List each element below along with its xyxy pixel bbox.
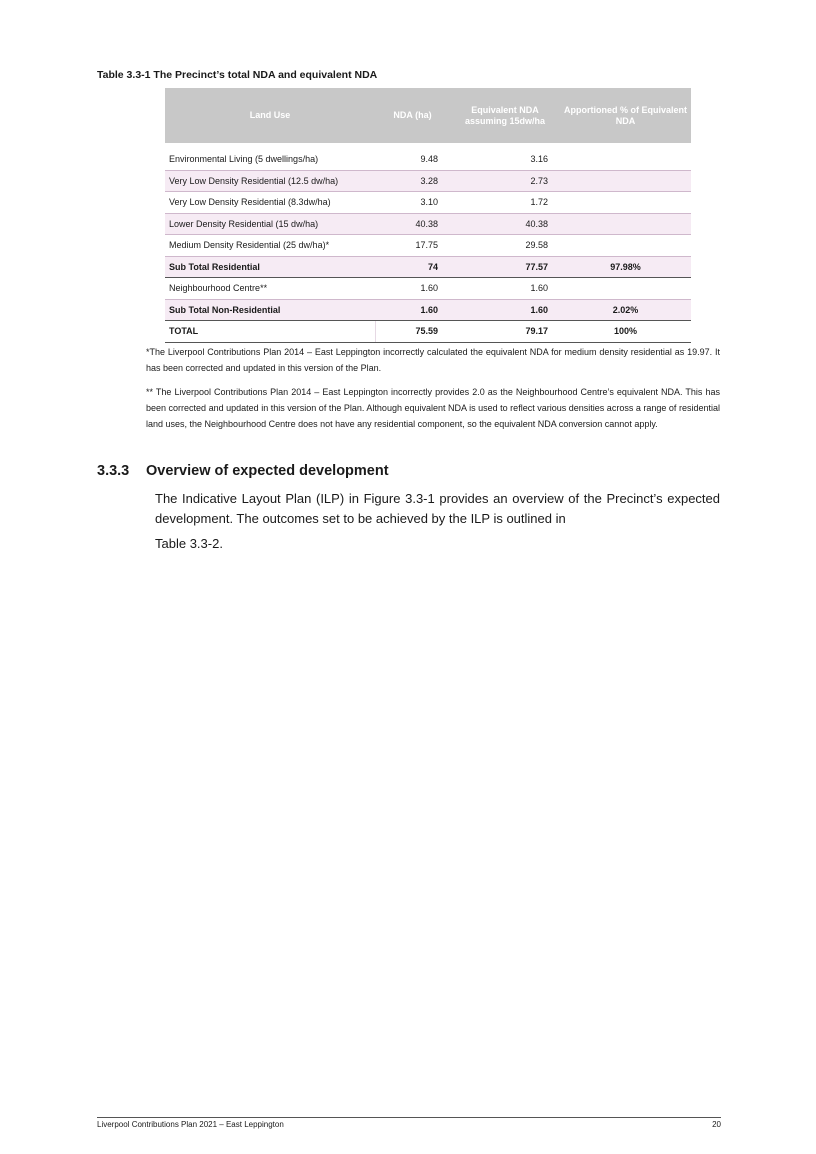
cell-nda: 17.75 — [375, 235, 450, 257]
table-row-total — [165, 321, 691, 343]
cell-land-use: Neighbourhood Centre** — [165, 278, 375, 300]
cell-land-use: Environmental Living (5 dwellings/ha) — [165, 149, 375, 170]
cell-equivalent-nda: 1.60 — [450, 299, 560, 321]
body-paragraph: The Indicative Layout Plan (ILP) in Figure 3.3-1 provides an overview of the Precinct’s expected development. The outcomes set to be achieved by the ILP is outlined in — [155, 491, 720, 526]
cell-apportioned-pct: 2.02% — [560, 299, 691, 321]
cell-nda: 74 — [375, 256, 450, 278]
cell-apportioned-pct — [560, 213, 691, 235]
table-row — [165, 192, 691, 214]
cell-equivalent-nda: 1.72 — [450, 192, 560, 214]
header-apportioned-pct: Apportioned % of Equivalent NDA — [560, 88, 691, 143]
cell-nda: 3.10 — [375, 192, 450, 214]
cell-apportioned-pct — [560, 278, 691, 300]
cell-equivalent-nda: 2.73 — [450, 170, 560, 192]
section-title: Overview of expected development — [146, 463, 389, 479]
cell-nda: 3.28 — [375, 170, 450, 192]
cell-equivalent-nda: 79.17 — [450, 321, 560, 343]
table-header-row — [165, 88, 691, 143]
cell-apportioned-pct: 100% — [560, 321, 691, 343]
cell-equivalent-nda: 77.57 — [450, 256, 560, 278]
cell-apportioned-pct: 97.98% — [560, 256, 691, 278]
footer-divider — [97, 1117, 721, 1118]
table-row — [165, 235, 691, 257]
table-footnote-2: ** The Liverpool Contributions Plan 2014 – East Leppington incorrectly provides 2.0 as the Neighbourhood Centre’s equivalent NDA. This has been corrected and updated in this version of the Plan. Although equivalent NDA is used to reflect various densities across a range of residential land uses, the Neighbourhood Centre does not have any residential component, so the equivalent NDA conversion cannot apply. — [146, 387, 720, 429]
cell-apportioned-pct — [560, 235, 691, 257]
section-number: 3.3.3 — [97, 463, 130, 479]
cell-apportioned-pct — [560, 170, 691, 192]
table-row — [165, 170, 691, 192]
table-row — [165, 213, 691, 235]
cell-land-use: Very Low Density Residential (8.3dw/ha) — [165, 192, 375, 214]
cell-apportioned-pct — [560, 149, 691, 170]
cell-equivalent-nda: 3.16 — [450, 149, 560, 170]
cell-land-use: Medium Density Residential (25 dw/ha)* — [165, 235, 375, 257]
body-paragraph-table-reference: Table 3.3-2. — [155, 536, 223, 551]
cell-apportioned-pct — [560, 192, 691, 214]
cell-equivalent-nda: 29.58 — [450, 235, 560, 257]
cell-land-use: Sub Total Residential — [165, 256, 375, 278]
header-equivalent-nda: Equivalent NDA assuming 15dw/ha — [450, 88, 560, 143]
cell-nda: 40.38 — [375, 213, 450, 235]
footer-page-number: 20 — [712, 1120, 721, 1129]
table-row-subtotal-residential — [165, 256, 691, 278]
cell-land-use: Sub Total Non-Residential — [165, 299, 375, 321]
cell-land-use: Very Low Density Residential (12.5 dw/ha) — [165, 170, 375, 192]
cell-land-use: Lower Density Residential (15 dw/ha) — [165, 213, 375, 235]
cell-nda: 1.60 — [375, 278, 450, 300]
table-row — [165, 278, 691, 300]
cell-land-use: TOTAL — [165, 321, 375, 343]
cell-nda: 9.48 — [375, 149, 450, 170]
table-footnote-1: *The Liverpool Contributions Plan 2014 – East Leppington incorrectly calculated the equivalent NDA for medium density residential as 19.97. It has been corrected and updated in this version of the Plan. — [146, 347, 720, 373]
header-nda: NDA (ha) — [375, 88, 450, 143]
table-row — [165, 149, 691, 170]
footer-document-title: Liverpool Contributions Plan 2021 – East Leppington — [97, 1120, 284, 1129]
table-caption: Table 3.3-1 The Precinct’s total NDA and equivalent NDA — [97, 69, 378, 81]
cell-nda: 75.59 — [375, 321, 450, 343]
table-row-subtotal-non-residential — [165, 299, 691, 321]
cell-nda: 1.60 — [375, 299, 450, 321]
cell-equivalent-nda: 40.38 — [450, 213, 560, 235]
cell-equivalent-nda: 1.60 — [450, 278, 560, 300]
nda-table — [165, 88, 691, 343]
header-land-use: Land Use — [165, 88, 375, 143]
